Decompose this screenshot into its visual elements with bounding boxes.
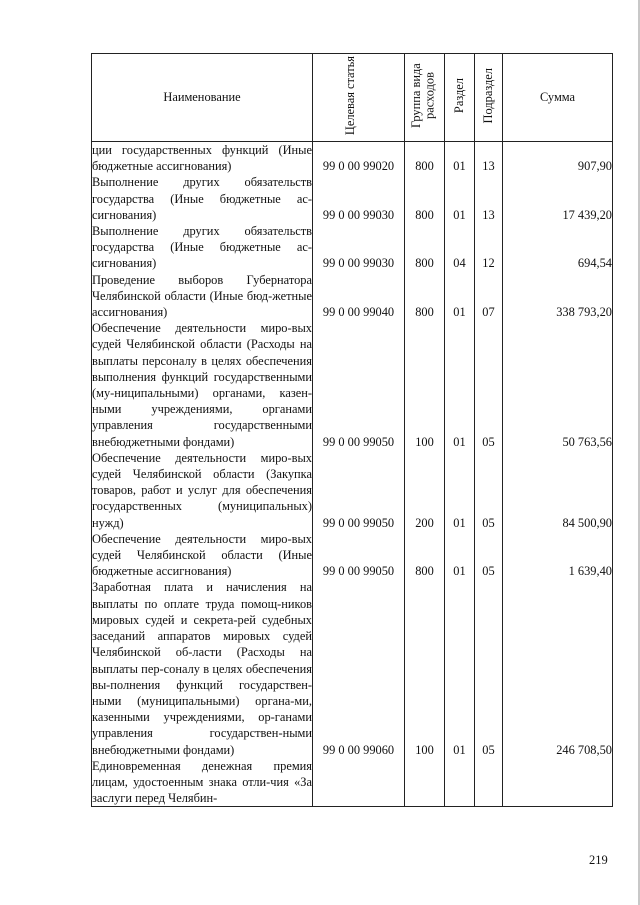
row-section: 01	[445, 579, 475, 757]
row-code: 99 0 00 99060	[313, 579, 405, 757]
row-name: Обеспечение деятельности миро-вых судей Челябинской области (Расходы на выплаты персоналу в целях обеспечения выполнения функций государственными (му-ниципальными) органами, казен-ными учреждениями, органами управления государственными внебюджетными фондами)	[92, 321, 312, 449]
row-name: Заработная плата и начисления на выплаты по оплате труда помощ-ников мировых судей и секрета-рей судебных заседаний аппаратов мировых судей Челябинской об-ласти (Расходы на выплаты пер-соналу в целях обеспечения вы-полнения функций государствен-ными (муниципальными) органа-ми, казенными учреждениями, ор-ганами управления государствен-ными внебюджетными фондами)	[92, 580, 312, 757]
row-code: 99 0 00 99040	[313, 272, 405, 321]
row-subsection: 07	[475, 272, 503, 321]
table-row	[92, 579, 613, 757]
row-subsection: 13	[475, 174, 503, 223]
header-subsection	[475, 54, 503, 142]
row-sum: 246 708,50	[503, 579, 613, 757]
row-section: 01	[445, 142, 475, 175]
table-row	[92, 223, 613, 272]
row-sum: 50 763,56	[503, 320, 613, 450]
header-subsection-text: Подраздел	[480, 67, 495, 124]
row-code: 99 0 00 99050	[313, 320, 405, 450]
table-row	[92, 758, 613, 807]
row-name: ции государственных функций (Иные бюджетные ассигнования)	[92, 143, 312, 174]
header-name-text: Наименование	[163, 90, 241, 104]
row-group: 800	[405, 142, 445, 175]
row-group	[405, 758, 445, 807]
header-sum-text: Сумма	[539, 90, 576, 104]
row-subsection	[475, 758, 503, 807]
row-code: 99 0 00 99030	[313, 223, 405, 272]
row-group: 800	[405, 223, 445, 272]
row-name: Проведение выборов Губернатора Челябинской области (Иные бюд-жетные ассигнования)	[92, 272, 312, 320]
row-section: 01	[445, 174, 475, 223]
row-name: Выполнение других обязательств государства (Иные бюджетные ас-сигнования)	[92, 175, 312, 222]
table-row	[92, 174, 613, 223]
row-section	[445, 758, 475, 807]
row-group: 200	[405, 450, 445, 531]
table-row	[92, 450, 613, 531]
row-sum: 1 639,40	[503, 531, 613, 580]
table-row	[92, 320, 613, 450]
row-code: 99 0 00 99050	[313, 450, 405, 531]
row-code: 99 0 00 99050	[313, 531, 405, 580]
row-section: 01	[445, 320, 475, 450]
row-subsection: 13	[475, 142, 503, 175]
row-sum: 907,90	[503, 142, 613, 175]
row-section: 01	[445, 450, 475, 531]
table-row	[92, 142, 613, 175]
page-number: 219	[589, 853, 608, 867]
row-subsection: 05	[475, 579, 503, 757]
table-header-row	[92, 54, 613, 142]
table-row	[92, 272, 613, 321]
header-section	[445, 54, 475, 142]
row-section: 01	[445, 272, 475, 321]
row-sum	[503, 758, 613, 807]
row-group: 800	[405, 272, 445, 321]
row-section: 01	[445, 531, 475, 580]
row-subsection: 05	[475, 531, 503, 580]
row-subsection: 05	[475, 320, 503, 450]
header-group-text: Группа вида расходов	[408, 63, 436, 128]
row-code: 99 0 00 99030	[313, 174, 405, 223]
table-row	[92, 531, 613, 580]
row-sum: 17 439,20	[503, 174, 613, 223]
row-group: 100	[405, 579, 445, 757]
row-name: Выполнение других обязательств государства (Иные бюджетные ас-сигнования)	[92, 224, 312, 271]
row-code	[313, 758, 405, 807]
row-subsection: 12	[475, 223, 503, 272]
header-code	[313, 54, 405, 142]
header-group	[405, 54, 445, 142]
header-name	[92, 54, 313, 142]
row-code: 99 0 00 99020	[313, 142, 405, 175]
row-name: Обеспечение деятельности миро-вых судей Челябинской области (Иные бюджетные ассигнования)	[92, 531, 312, 579]
row-subsection: 05	[475, 450, 503, 531]
header-sum	[503, 54, 613, 142]
header-code-text: Целевая статья	[342, 55, 357, 136]
row-group: 800	[405, 174, 445, 223]
row-section: 04	[445, 223, 475, 272]
row-group: 800	[405, 531, 445, 580]
row-sum: 338 793,20	[503, 272, 613, 321]
row-sum: 694,54	[503, 223, 613, 272]
row-group: 100	[405, 320, 445, 450]
header-section-text: Раздел	[451, 77, 466, 114]
row-name: Обеспечение деятельности миро-вых судей Челябинской области (Закупка товаров, работ и услуг для обеспечения государственных (муниципальных) нужд)	[92, 450, 312, 530]
row-name: Единовременная денежная премия лицам, удостоенным знака отли-чия «За заслуги перед Челябин-	[92, 758, 312, 806]
budget-table	[91, 53, 613, 807]
row-sum: 84 500,90	[503, 450, 613, 531]
